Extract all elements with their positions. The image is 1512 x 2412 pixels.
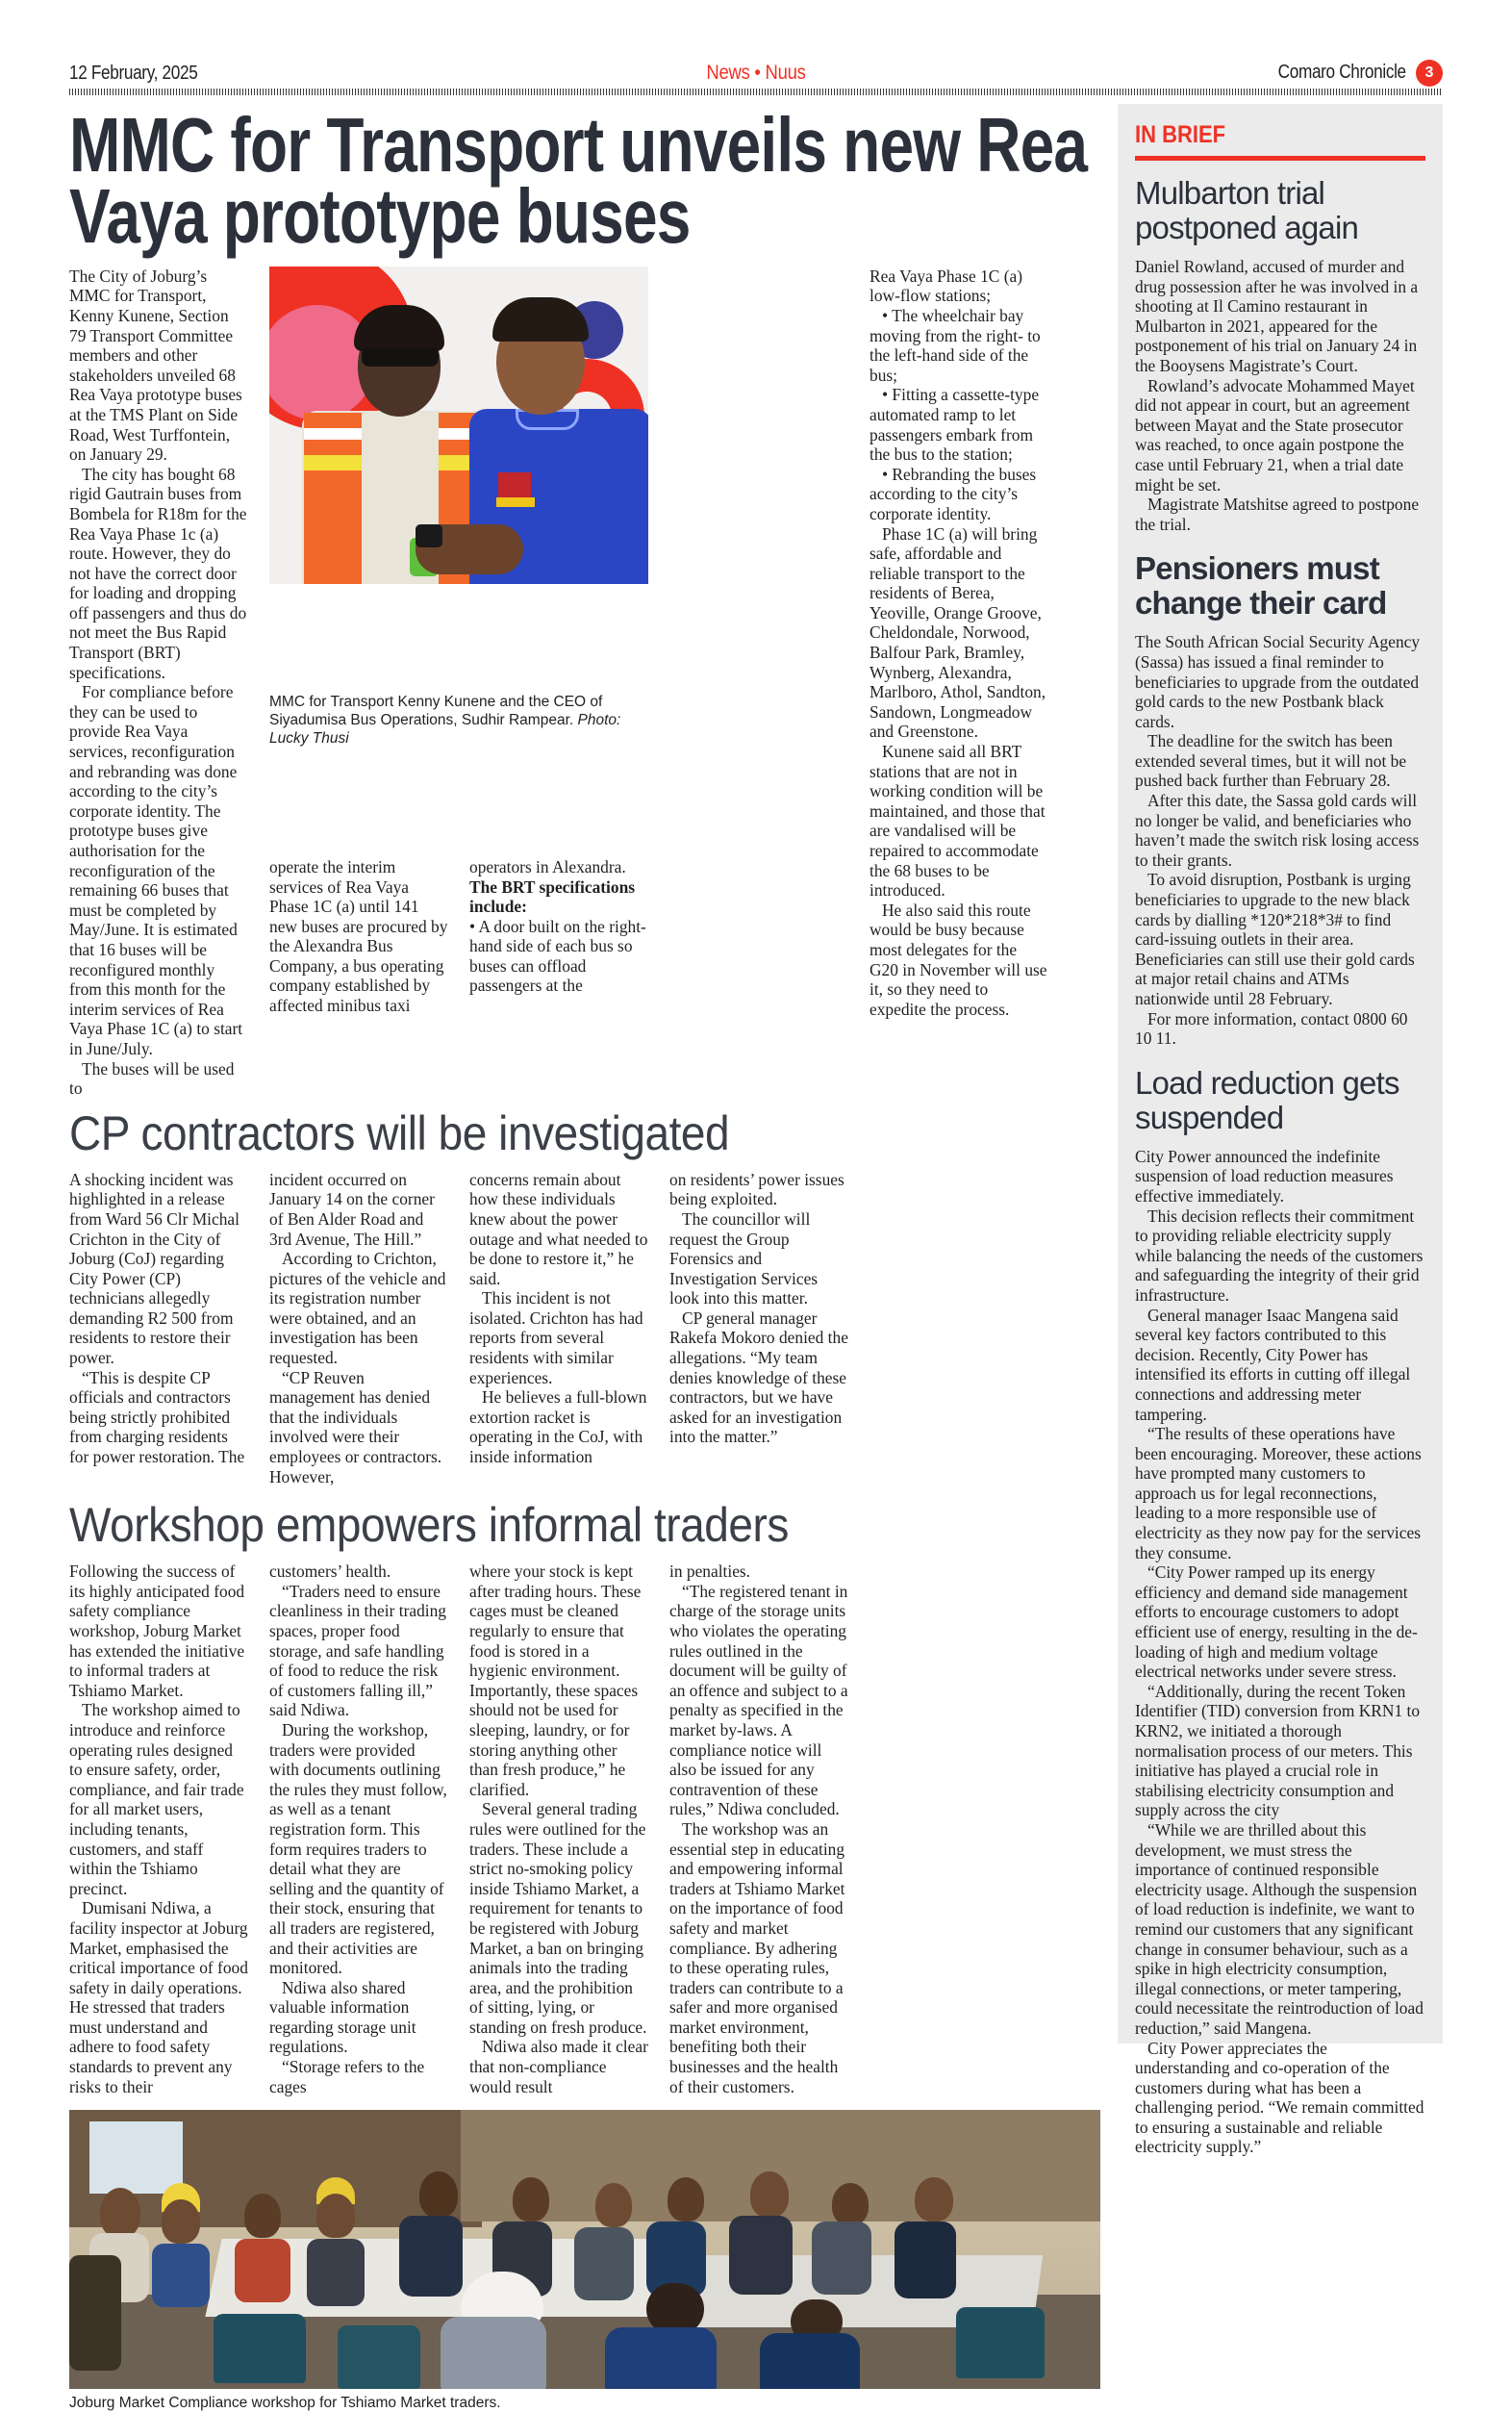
article-rea-vaya-headline: MMC for Transport unveils new Rea Vaya prototype buses	[69, 102, 1088, 260]
in-brief-heading: Load reduction gets suspended	[1135, 1064, 1399, 1135]
paragraph: operate the interim services of Rea Vaya Phase 1C (a) until 141 new buses are procured by the Alexandra Bus Company, a bus operating company established by affected minibus taxi	[269, 856, 448, 1016]
article-rea-vaya-col-5	[869, 267, 1048, 1020]
article-rea-vaya-col-1	[69, 267, 248, 1099]
masthead-right	[1257, 60, 1443, 85]
masthead-section-label: News • Nuus	[706, 62, 806, 84]
paragraph: A shocking incident was highlighted in a release from Ward 56 Clr Michal Crichton in the City of Joburg (CoJ) regarding City Power (CP) technicians allegedly demanding R2 500 from residents to restore their power.	[69, 1169, 239, 1368]
photo-attendee-body	[729, 2216, 793, 2295]
paragraph: After this date, the Sassa gold cards will no longer be valid, and beneficiaries who haven’t made the switch risk losing access to their grants.	[1135, 791, 1420, 870]
paragraph: He also said this route would be busy because most delegates for the G20 in November will use it, so they need to expedite the process.	[869, 900, 1047, 1019]
in-brief-body	[1135, 257, 1425, 534]
paragraph: • Fitting a cassette-type automated ramp to let passengers embark from the bus to the station;	[869, 385, 1040, 465]
masthead-date: 12 February, 2025	[69, 63, 198, 84]
paragraph: Ndiwa also shared valuable information regarding storage unit regulations.	[269, 1977, 416, 2057]
photo-attendee	[832, 2183, 869, 2225]
photo-chair	[214, 2314, 306, 2383]
photo-foreground-attendee	[605, 2327, 717, 2389]
article-rea-vaya-photo	[269, 267, 648, 584]
photo-attendee	[162, 2199, 200, 2244]
article-rea-vaya-col-4a	[669, 267, 848, 1020]
photo-attendee	[513, 2177, 549, 2222]
paragraph: City Power appreciates the understanding and co-operation of the customers during what has been a challenging period. “We remain committed to ensuring a sustainable and reliable electricity supply.”	[1135, 2038, 1424, 2157]
paragraph: CP general manager Rakefa Mokoro denied the allegations. “My team denies knowledge of these contractors, but we have asked for an investigation into the matter.”	[669, 1308, 848, 1447]
page-number-badge: 3	[1416, 60, 1443, 87]
paragraph: Rowland’s advocate Mohammed Mayet did not appear in court, but an agreement between Mayat and the State prosecutor was reached, to once again postpone the case until February 21, when a trial date might be set.	[1135, 375, 1415, 495]
photo-attendee	[915, 2177, 953, 2222]
article-cp-col-3	[469, 1170, 648, 1487]
photo-attendee-body	[574, 2227, 634, 2300]
photo-attendee	[244, 2194, 281, 2238]
paragraph: “Storage refers to the cages	[269, 2057, 425, 2096]
paragraph: “CP Reuven management has denied that the individuals involved were their employees or contractors. However,	[269, 1367, 442, 1486]
article-workshop-col-5-empty	[869, 1561, 1048, 2096]
photo-attendee-body	[307, 2239, 365, 2306]
article-cp-col-1	[69, 1170, 248, 1487]
paragraph: The councillor will request the Group Forensics and Investigation Services look into this matter.	[669, 1208, 819, 1308]
article-workshop-headline: Workshop empowers informal traders	[69, 1498, 789, 1553]
paragraph: Ndiwa also made it clear that non-compliance would result	[469, 2037, 648, 2096]
article-cp-col-2	[269, 1170, 448, 1487]
article-rea-vaya-col-2	[269, 857, 448, 1099]
paragraph: For more information, contact 0800 60 10 11.	[1135, 1008, 1408, 1049]
article-workshop	[69, 1500, 1100, 2412]
paragraph: The buses will be used to	[69, 1058, 235, 1099]
article-workshop-col-1	[69, 1561, 248, 2096]
paragraph: • The wheelchair bay moving from the right- to the left-hand side of the bus;	[869, 305, 1041, 385]
in-brief-sidebar	[1118, 104, 1443, 2157]
paragraph: To avoid disruption, Postbank is urging beneficiaries to upgrade to the new black cards by dialling *120*218*3# to find card-issuing outlets in their area. Beneficiaries can still use their gold cards at major retail chains and ATMs nationwide until 28 February.	[1135, 870, 1415, 1008]
paragraph: Phase 1C (a) will bring safe, affordable and reliable transport to the residents of Berea, Yeoville, Orange Groove, Cheldondale, Norwood, Balfour Park, Bramley, Wynberg, Alexandra, Marlboro, Athol, Sandton, Sandown, Longmeadow and Greenstone.	[869, 523, 1046, 742]
paragraph: The South African Social Security Agency (Sassa) has issued a final reminder to beneficiaries to upgrade from the outdated gold cards to the new Postbank black cards.	[1135, 632, 1421, 731]
photo-shirt-logo	[498, 472, 531, 497]
photo-attendee	[595, 2183, 632, 2227]
paragraph: “The registered tenant in charge of the storage units who violates the operating rules outlined in the document will be guilty of an offence and subject to a penalty as specified in the market by-laws. A compliance notice will also be issued for any contravention of these rules,” Ndiwa concluded.	[669, 1581, 848, 1819]
brt-specs-subhead: The BRT specifications include:	[469, 876, 636, 917]
in-brief-body	[1135, 632, 1425, 1048]
article-rea-vaya	[69, 102, 1100, 1099]
paragraph: The city has bought 68 rigid Gautrain buses from Bombela for R18m for the Rea Vaya Phase 1c (a) route. However, they do not have the correct door for loading and dropping off passengers and thus do not meet the Bus Rapid Transport (BRT) specifications.	[69, 464, 247, 682]
main-content-column	[69, 104, 1100, 2412]
paragraph: Kunene said all BRT stations that are not in working condition will be maintained, and those that are vandalised will be repaired to accommodate the 68 buses to be introduced.	[869, 742, 1046, 901]
photo-attendee	[419, 2171, 458, 2218]
paragraph: Dumisani Ndiwa, a facility inspector at Joburg Market, emphasised the critical importance of food safety in daily operations. He stressed that traders must understand and adhere to food safety standards to prevent any risks to their	[69, 1898, 248, 2096]
paragraph: concerns remain about how these individuals knew about the power outage and what needed to be done to restore it,” he said.	[469, 1169, 648, 1288]
article-rea-vaya-col-4	[669, 267, 1048, 1099]
photo-foreground-attendee	[760, 2333, 860, 2389]
article-rea-vaya-caption	[269, 688, 648, 836]
in-brief-kicker-rule	[1135, 156, 1425, 161]
photo-chair	[956, 2307, 1045, 2378]
in-brief-item-load-reduction	[1135, 1066, 1425, 2157]
caption-photo-credit: Photo: Lucky Thusi	[269, 711, 621, 747]
paragraph: “Additionally, during the recent Token Identifier (TID) conversion from KRN1 to KRN2, we initiated a thorough normalisation process of our meters. This initiative has played a crucial role in stabilising electricity consumption and supply across the city	[1135, 1681, 1421, 1820]
paragraph: The City of Joburg’s MMC for Transport, Kenny Kunene, Section 79 Transport Committee members and other stakeholders unveiled 68 Rea Vaya prototype buses at the TMS Plant on Side Road, West Turffontein, on January 29.	[69, 266, 242, 465]
photo-attendee-body	[399, 2216, 463, 2297]
paragraph: The workshop aimed to introduce and reinforce operating rules designed to ensure safety, order, compliance, and fair trade for all market users, including tenants, customers, and staff within the Tshiamo precinct.	[69, 1700, 244, 1898]
paragraph: Several general trading rules were outlined for the traders. These include a strict no-smoking policy inside Tshiamo Market, a requirement for tenants to be registered with Joburg Market, a ban on bringing animals into the trading area, and the prohibition of sitting, lying, or standing on fresh produce.	[469, 1799, 647, 2037]
paragraph: According to Crichton, pictures of the vehicle and its registration number were obtained, and an investigation has been requested.	[269, 1249, 446, 1368]
photo-window	[89, 2121, 182, 2194]
paragraph: Following the success of its highly anticipated food safety compliance workshop, Joburg Market has extended the initiative to informal traders at Tshiamo Market.	[69, 1561, 245, 1700]
in-brief-item-pensioners	[1135, 551, 1425, 1048]
sunglasses-icon	[362, 347, 439, 367]
paragraph: Rea Vaya Phase 1C (a) low-flow stations;	[869, 266, 1023, 306]
article-workshop-col-3	[469, 1561, 648, 2096]
article-workshop-caption: Joburg Market Compliance workshop for Tshiamo Market traders.	[69, 2395, 501, 2412]
paragraph: in penalties.	[669, 1561, 751, 1582]
photo-wristwatch	[416, 524, 442, 547]
photo-attendee-body	[152, 2244, 210, 2307]
photo-attendee-body	[812, 2222, 871, 2295]
masthead-divider-rule	[69, 89, 1443, 95]
photo-attendee-body	[235, 2239, 290, 2302]
in-brief-body	[1135, 1147, 1425, 2157]
paragraph: incident occurred on January 14 on the corner of Ben Alder Road and 3rd Avenue, The Hill.”	[269, 1169, 435, 1249]
paragraph: For compliance before they can be used to provide Rea Vaya services, reconfiguration and rebranding was done according to the city’s corporate identity. The prototype buses give authorisation for the reconfiguration of the remaining 66 buses that must be completed by May/June. It is estimated that 16 buses will be reconfigured monthly from this month for the interim services of Rea Vaya Phase 1C (a) to start in June/July.	[69, 682, 243, 1058]
article-cp-contractors-headline: CP contractors will be investigated	[69, 1105, 730, 1160]
paragraph: The workshop was an essential step in educating and empowering informal traders at Tshiamo Market on the importance of food safety and market compliance. By adhering to these operating rules, traders can contribute to a safer and more organised market environment, benefiting both their businesses and the health of their customers.	[669, 1818, 845, 2096]
paragraph: where your stock is kept after trading hours. These cages must be cleaned regularly to ensure that food is stored in a hygienic environment. Importantly, these spaces should not be used for sleeping, laundry, or for storing anything other than fresh produce,” he clarified.	[469, 1561, 642, 1799]
paragraph: “The results of these operations have been encouraging. Moreover, these actions have prompted many customers to approach us for legal reconnections, leading to a more responsible use of electricity as they now pay for the services they consume.	[1135, 1424, 1422, 1562]
paragraph: on residents’ power issues being exploited.	[669, 1169, 844, 1209]
photo-attendee	[668, 2177, 704, 2222]
paragraph: General manager Isaac Mangena said several key factors contributed to this decision. Recently, City Power has intensified its efforts in cutting off illegal connections and addressing meter tampering.	[1135, 1305, 1411, 1424]
article-cp-col-5-empty	[869, 1170, 1048, 1487]
paragraph: • Rebranding the buses according to the city’s corporate identity.	[869, 464, 1037, 523]
article-workshop-photo	[69, 2110, 1100, 2389]
masthead-publication-title: Comaro Chronicle	[1277, 61, 1406, 83]
paragraph: “City Power ramped up its energy efficiency and demand side management efforts to encourage customers to adopt efficient use of energy, resulting in the de-loading of high and medium voltage electrical networks under severe stress.	[1135, 1562, 1418, 1682]
photo-vest-stripe	[304, 428, 362, 440]
article-workshop-col-4	[669, 1561, 848, 2096]
caption-text: MMC for Transport Kenny Kunene and the CEO of Siyadumisa Bus Operations, Sudhir Rampear.	[269, 693, 603, 728]
in-brief-item-mulbarton	[1135, 176, 1425, 534]
paragraph: Magistrate Matshitse agreed to postpone the trial.	[1135, 495, 1420, 534]
paragraph: Daniel Rowland, accused of murder and drug possession after he was involved in a shooting at Il Camino restaurant in Mulbarton in 2021, appeared for the postponement of his trial on January 24 in the Booysens Magistrate’s Court.	[1135, 257, 1419, 375]
article-cp-col-4	[669, 1170, 848, 1487]
paragraph: “This is despite CP officials and contractors being strictly prohibited from charging residents for power restoration. The	[69, 1367, 245, 1467]
paragraph: City Power announced the indefinite suspension of load reduction measures effective immediately.	[1135, 1146, 1394, 1206]
paragraph: • A door built on the right-hand side of each bus so buses can offload passengers at the	[469, 916, 646, 996]
paragraph: The deadline for the switch has been extended several times, but it will not be pushed back further than February 28.	[1135, 731, 1407, 791]
in-brief-kicker: IN BRIEF	[1135, 121, 1226, 148]
article-cp-contractors	[69, 1105, 1100, 1487]
paragraph: customers’ health.	[269, 1561, 391, 1582]
photo-attendee	[750, 2171, 789, 2218]
paragraph: “Traders need to ensure cleanliness in their trading spaces, proper food storage, and safe handling of food to reduce the risk of customers falling ill,” said Ndiwa.	[269, 1581, 446, 1720]
article-rea-vaya-col-3	[469, 857, 648, 1099]
masthead	[69, 52, 1443, 85]
photo-vest-stripe	[304, 455, 362, 470]
in-brief-heading: Pensioners must change their card	[1135, 550, 1387, 622]
in-brief-heading: Mulbarton trial postponed again	[1135, 175, 1359, 245]
article-workshop-col-2	[269, 1561, 448, 2096]
photo-chair	[338, 2325, 420, 2389]
paragraph: operators in Alexandra.	[469, 856, 626, 876]
paragraph: This decision reflects their commitment to providing reliable electricity supply while balancing the needs of the customers and safeguarding the integrity of their grid infrastructure.	[1135, 1206, 1424, 1305]
photo-attendee	[316, 2194, 355, 2238]
photo-foreground-edge	[69, 2255, 121, 2371]
paragraph: This incident is not isolated. Crichton has had reports from several residents with similar experiences.	[469, 1288, 643, 1387]
photo-foreground-attendee	[441, 2317, 546, 2389]
paragraph: He believes a full-blown extortion racket is operating in the CoJ, with inside information	[469, 1387, 647, 1467]
paragraph: During the workshop, traders were provided with documents outlining the rules they must follow, as well as a tenant registration form. This form requires traders to detail what they are selling and the quantity of their stock, ensuring that all traders are registered, and their activities are monitored.	[269, 1719, 447, 1978]
photo-shirt-logo-text	[496, 497, 535, 507]
photo-attendee-body	[895, 2222, 956, 2298]
photo-attendee	[100, 2188, 140, 2238]
paragraph: “While we are thrilled about this development, we must stress the importance of continued responsible electricity usage. Although the suspension of load reduction is indefinite, we want to remind our customers that any significant change in consumer behaviour, such as a spike in high electricity consumption, illegal connections, or meter tampering, could necessitate the reintroduction of load reduction,” said Mangena.	[1135, 1819, 1424, 2038]
